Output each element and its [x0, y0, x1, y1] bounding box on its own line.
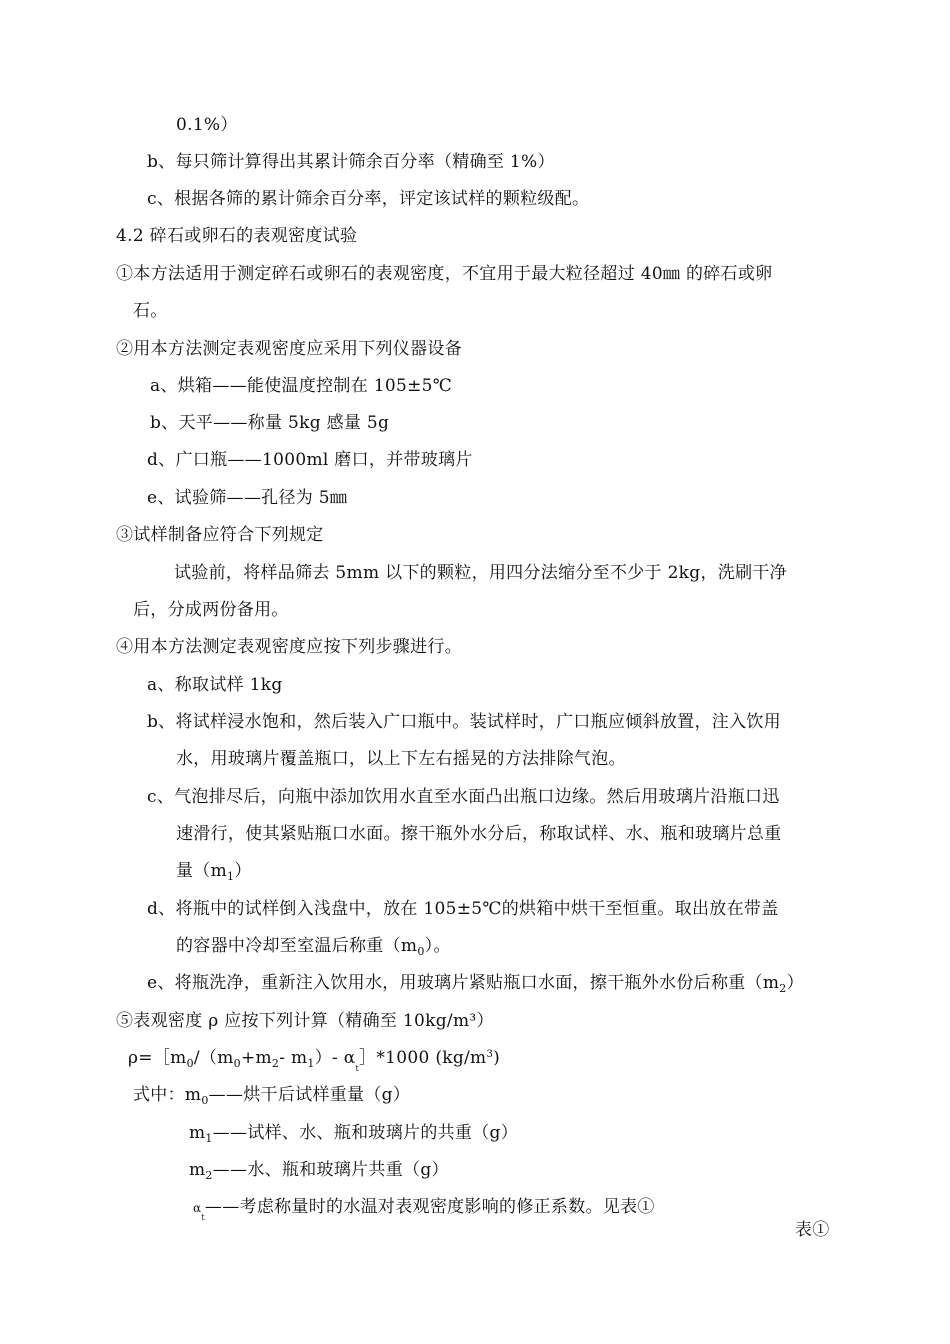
subscript: 0 — [201, 1094, 209, 1107]
formula — [128, 1046, 501, 1073]
text-run: ） — [476, 1011, 494, 1031]
list-item: b、天平——称量 5kg 感量 5g — [150, 413, 390, 433]
text-line: ②用本方法测定表观密度应采用下列仪器设备 — [116, 339, 462, 359]
list-item: e、试验筛——孔径为 5㎜ — [147, 488, 348, 508]
text-line: c、根据各筛的累计筛余百分率，评定该试样的颗粒级配。 — [147, 189, 590, 209]
superscript: ³ — [469, 1011, 477, 1031]
text-run: ——水、瓶和玻璃片共重（g） — [212, 1160, 449, 1180]
formula-part: - m — [279, 1048, 308, 1068]
definition-line — [193, 1195, 655, 1220]
formula-part: ) — [493, 1048, 501, 1068]
text-line: 试验前，将样品筛去 5mm 以下的颗粒，用四分法缩分至不少于 2kg，洗刷干净 — [174, 563, 787, 583]
text-line: 水，用玻璃片覆盖瓶口，以上下左右摇晃的方法排除气泡。 — [176, 749, 626, 769]
text-run: m — [189, 1123, 206, 1143]
text-run: ） — [234, 861, 252, 881]
subscript: 2 — [779, 982, 787, 995]
text-run: ——考虑称量时的水温对表观密度影响的修正系数。见表① — [204, 1197, 655, 1217]
text-run: α — [193, 1201, 202, 1215]
subscript: t — [201, 1213, 205, 1222]
text-line — [176, 859, 252, 883]
subscript: 0 — [417, 945, 425, 958]
text-run: ——烘干后试样重量（g） — [208, 1085, 411, 1105]
text-run: 的容器中冷却至室温后称重（m — [176, 936, 418, 956]
list-item: a、烘箱——能使温度控制在 105±5℃ — [150, 376, 453, 396]
subscript: t — [355, 1064, 360, 1073]
formula-part: ］*1000 (kg/m — [359, 1048, 487, 1068]
text-run: 式中：m — [133, 1085, 202, 1105]
text-run: ） — [786, 973, 804, 993]
text-run: ）。 — [424, 936, 451, 956]
subscript: 2 — [205, 1169, 213, 1182]
subscript: 0 — [186, 1057, 194, 1070]
text-line: 0.1%） — [176, 115, 238, 135]
list-item: a、称取试样 1kg — [147, 675, 283, 695]
list-item: d、将瓶中的试样倒入浅盘中，放在 105±5℃的烘箱中烘干至恒重。取出放在带盖 — [147, 899, 779, 919]
text-line: ①本方法适用于测定碎石或卵石的表观密度，不宜用于最大粒径超过 40㎜ 的碎石或卵 — [116, 264, 773, 284]
list-item — [147, 971, 804, 995]
subscript: 2 — [271, 1057, 280, 1070]
text-line: 速滑行，使其紧贴瓶口水面。擦干瓶外水分后，称取试样、水、瓶和玻璃片总重 — [176, 824, 782, 844]
text-line: b、每只筛计算得出其累计筛余百分率（精确至 1%） — [147, 152, 555, 172]
text-run: ——试样、水、瓶和玻璃片的共重（g） — [212, 1123, 519, 1143]
subscript: 1 — [227, 870, 235, 883]
subscript: 1 — [205, 1132, 213, 1145]
text-line — [116, 1009, 494, 1033]
text-line: ③试样制备应符合下列规定 — [116, 525, 324, 545]
list-item: c、气泡排尽后，向瓶中添加饮用水直至水面凸出瓶口边缘。然后用玻璃片沿瓶口迅 — [147, 787, 780, 807]
text-line — [176, 934, 451, 958]
subscript: 0 — [233, 1057, 241, 1070]
formula-part: ρ=［m — [128, 1048, 187, 1068]
text-run: 量（m — [176, 861, 228, 881]
text-line: 后，分成两份备用。 — [133, 600, 289, 620]
list-item: b、将试样浸水饱和，然后装入广口瓶中。装试样时，广口瓶应倾斜放置，注入饮用 — [147, 712, 781, 732]
text-line: 石。 — [133, 301, 168, 321]
text-run: e、将瓶洗净，重新注入饮用水，用玻璃片紧贴瓶口水面，擦干瓶外水份后称重（m — [147, 973, 780, 993]
definition-line — [189, 1121, 518, 1145]
text-run: ⑤表观密度 ρ 应按下列计算（精确至 10kg/m — [116, 1011, 470, 1031]
text-line: ④用本方法测定表观密度应按下列步骤进行。 — [116, 637, 462, 657]
superscript: 3 — [486, 1049, 494, 1060]
formula-part: /（m — [193, 1048, 234, 1068]
list-item: d、广口瓶——1000ml 磨口，并带玻璃片 — [147, 450, 473, 470]
table-label: 表① — [795, 1220, 830, 1240]
definition-line — [133, 1083, 410, 1107]
definition-line — [189, 1158, 449, 1182]
formula-part: ）- α — [314, 1048, 356, 1068]
text-run: m — [189, 1160, 206, 1180]
section-heading: 4.2 碎石或卵石的表观密度试验 — [116, 226, 358, 246]
subscript: 1 — [307, 1057, 315, 1070]
formula-part: +m — [240, 1048, 272, 1068]
